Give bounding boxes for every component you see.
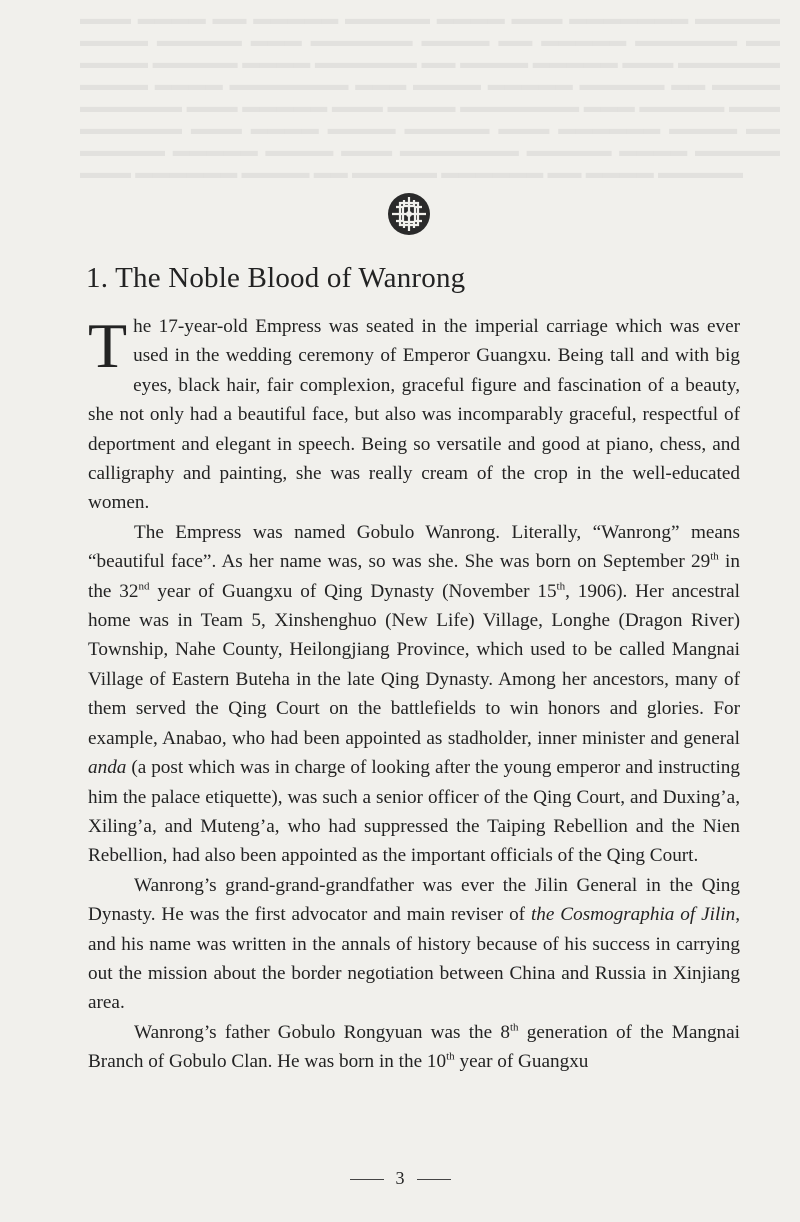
paragraph-2-text-a: The Empress was named Gobulo Wanrong. Literally, “Wanrong” means “beautiful face”. As her name was, so was she. She was born on September 29 — [88, 521, 740, 573]
ordinal-suffix: th — [509, 1021, 519, 1034]
paragraph-3 — [88, 871, 740, 1018]
paragraph-4-text-b: generation of the Mangnai Branch of Gobulo Clan. He was born in the 10 — [88, 1021, 741, 1073]
chapter-title: 1. The Noble Blood of Wanrong — [86, 262, 466, 294]
page-footer — [0, 1168, 800, 1189]
paragraph-3-text-b: , and his name was written in the annals of history because of his success in carrying out the mission about the border negotiation between China and Russia in Xinjiang area. — [88, 904, 741, 1014]
chinese-knot-ornament-icon — [387, 192, 431, 236]
paragraph-4-text-a: Wanrong’s father Gobulo Rongyuan was the 8 — [134, 1021, 510, 1043]
chapter-body — [88, 312, 740, 1077]
footer-dash-right — [417, 1179, 451, 1180]
paragraph-2-text-d: , 1906). Her ancestral home was in Team 5, Xinshenghuo (New Life) Village, Longhe (Dragon River) Township, Nahe County, Heilongjiang Province, which used to be called Mangnai Village of Eastern Buteha in the late Qing Dynasty. Among her ancestors, many of them served the Qing Court on the battlefields to win honors and glories. For example, Anabao, who had been appointed as stadholder, inner minister and general — [88, 580, 740, 749]
paragraph-2 — [88, 518, 740, 871]
paragraph-3-text-a: Wanrong’s grand-grand-grandfather was ever the Jilin General in the Qing Dynasty. He was the first advocator and main reviser of — [88, 874, 740, 926]
ordinal-suffix: th — [556, 580, 566, 593]
drop-cap-letter: T — [88, 310, 128, 381]
footer-dash-left — [350, 1179, 384, 1180]
paragraph-1-text: he 17-year-old Empress was seated in the imperial carriage which was ever used in the wedding ceremony of Emperor Guangxu. Being tall and with big eyes, black hair, fair complexion, graceful figure and fascination of a beauty, she not only had a beautiful face, but also was incomparably graceful, respectful of deportment and elegant in speech. Being so versatile and good at piano, chess, and calligraphy and painting, she was really cream of the crop in the well-educated women. — [88, 316, 740, 514]
paragraph-2-text-c: year of Guangxu of Qing Dynasty (November 15 — [149, 580, 557, 602]
ordinal-suffix: nd — [138, 580, 150, 593]
paragraph-4 — [88, 1018, 740, 1077]
bleed-through-text: ▬▬▬ ▬▬▬▬ ▬▬ ▬▬▬▬▬ ▬▬▬▬▬ ▬▬▬▬ ▬▬▬ ▬▬▬▬▬▬▬ ▬▬▬▬▬ ▬▬▬▬ ▬▬▬▬▬ ▬▬▬ ▬▬▬▬▬▬ ▬▬▬▬ ▬▬ ▬▬▬▬▬ ▬▬▬▬▬▬ ▬▬ ▬▬▬▬ ▬▬▬▬▬ ▬▬▬▬ ▬▬▬▬▬▬ ▬▬ ▬▬▬▬ ▬▬▬▬▬ ▬▬▬ ▬▬▬▬▬▬ ▬▬▬▬ ▬▬▬▬ ▬▬▬▬▬▬▬ ▬▬▬ ▬▬▬▬ ▬▬▬▬▬ ▬▬▬▬▬ ▬▬ ▬▬▬▬ ▬▬▬▬▬▬ ▬▬▬ ▬▬▬▬▬ ▬▬▬ ▬▬▬▬ ▬▬▬▬▬▬▬ ▬▬▬ ▬▬▬▬▬ ▬▬▬ ▬▬▬▬▬▬ ▬▬▬ ▬▬▬▬ ▬▬▬▬ ▬▬▬▬▬ ▬▬▬ ▬▬▬▬▬▬ ▬▬▬▬ ▬▬ ▬▬▬▬▬ ▬▬▬▬▬ ▬▬▬▬ ▬▬▬ ▬▬▬▬▬▬▬ ▬▬▬▬▬ ▬▬▬▬ ▬▬▬▬▬ ▬▬▬ ▬▬▬▬▬▬ ▬▬▬▬ ▬▬ ▬▬▬▬▬ ▬▬▬▬▬▬ ▬▬ ▬▬▬▬ ▬▬▬▬▬ — [80, 9, 780, 182]
ordinal-suffix: th — [710, 550, 719, 563]
paragraph-2-text-e: (a post which was in charge of looking after the young emperor and instructing him the palace etiquette), was such a senior officer of the Qing Court, and Duxing’a, Xiling’a, and Muteng’a, who had suppressed the Taiping Rebellion and the Nien Rebellion, had also been appointed as the important officials of the Qing Court. — [88, 757, 740, 867]
paragraph-4-text-c: year of Guangxu — [454, 1051, 589, 1073]
paragraph-1 — [88, 312, 740, 518]
italic-book-title: the Cosmographia of Jilin — [530, 904, 736, 926]
ordinal-suffix: th — [446, 1050, 455, 1063]
page-number: 3 — [395, 1168, 405, 1188]
paragraph-2-text-b: in the 32 — [88, 551, 740, 602]
italic-term-anda: anda — [88, 757, 127, 779]
